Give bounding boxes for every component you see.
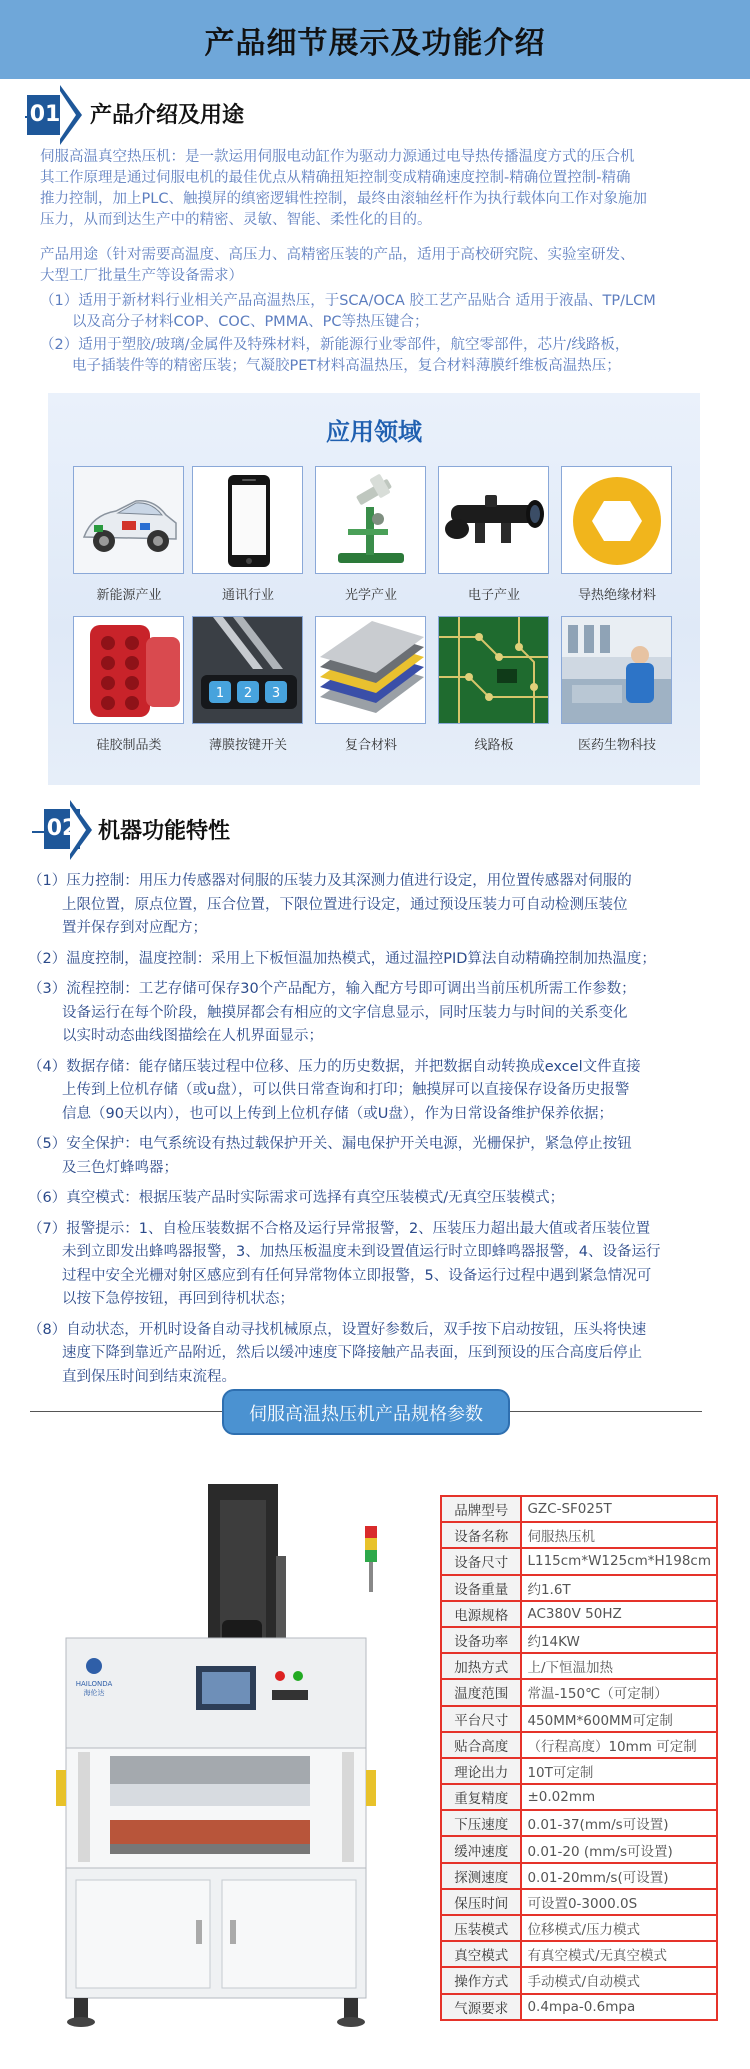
spec-key: 理论出力	[441, 1758, 521, 1784]
membrane-keypad-icon	[192, 616, 303, 724]
spec-title: 伺服高温热压机产品规格参数	[249, 1404, 483, 1425]
application-label: 医药生物科技	[577, 738, 656, 753]
spec-value: 手动模式/自动模式	[521, 1967, 717, 1993]
spec-row	[441, 1627, 717, 1653]
section-number-badge: 02	[44, 809, 80, 849]
spec-value: 有真空模式/无真空模式	[521, 1941, 717, 1967]
composite-layers-icon	[315, 616, 426, 724]
spec-value: 位移模式/压力模式	[521, 1915, 717, 1941]
spec-key: 设备名称	[441, 1522, 521, 1548]
section-title: 机器功能特性	[98, 819, 231, 844]
section-title: 产品介绍及用途	[90, 103, 245, 128]
spec-key: 操作方式	[441, 1967, 521, 1993]
spec-key: 下压速度	[441, 1810, 521, 1836]
spec-value: 0.01-20 (mm/s可设置)	[521, 1836, 717, 1862]
spec-value: 10T可定制	[521, 1758, 717, 1784]
feature-item	[28, 948, 728, 972]
application-label: 复合材料	[344, 738, 397, 753]
spec-value: L115cm*W125cm*H198cm	[521, 1548, 717, 1574]
page-title: 产品细节展示及功能介绍	[204, 26, 546, 61]
text-line: 上传到上位机存储（或u盘），可以供日常查询和打印；触摸屏可以直接保存设备历史报警	[62, 1082, 630, 1098]
silicone-tray-icon	[73, 616, 184, 724]
spec-row	[441, 1810, 717, 1836]
spec-row	[441, 1706, 717, 1732]
application-label: 光学产业	[344, 588, 397, 603]
spec-row	[441, 1522, 717, 1548]
application-label: 新能源产业	[96, 588, 162, 603]
spec-row	[441, 1941, 717, 1967]
spec-key: 设备功率	[441, 1627, 521, 1653]
feature-item	[28, 1133, 728, 1180]
spec-row	[441, 1548, 717, 1574]
spec-row	[441, 1784, 717, 1810]
spec-key: 压装模式	[441, 1915, 521, 1941]
spec-row	[441, 1915, 717, 1941]
text-line: 其工作原理是通过伺服电机的最佳优点从精确扭矩控制变成精确速度控制-精确位置控制-精确	[40, 170, 631, 186]
keypad-key-label: 3	[271, 686, 281, 701]
spec-key: 气源要求	[441, 1994, 521, 2020]
text-line: （7）报警提示：1、自检压装数据不合格及运行异常报警，2、压装压力超出最大值或者压装位置	[28, 1220, 651, 1237]
spec-value: AC380V 50HZ	[521, 1601, 717, 1627]
text-line: 产品用途（针对需要高温度、高压力、高精密压装的产品，适用于高校研究院、实验室研发、	[40, 247, 635, 263]
spec-row	[441, 1653, 717, 1679]
spec-row	[441, 1863, 717, 1889]
spec-key: 设备重量	[441, 1575, 521, 1601]
text-line: 上限位置，原点位置，压合位置，下限位置进行设定，通过预设压装力可自动检测压装位	[62, 896, 628, 913]
spec-row	[441, 1496, 717, 1522]
spec-value: 450MM*600MM可定制	[521, 1706, 717, 1732]
spec-value: 可设置0-3000.0S	[521, 1889, 717, 1915]
spec-key: 平台尺寸	[441, 1706, 521, 1732]
divider	[30, 1411, 222, 1412]
spec-value: 常温-150℃（可定制）	[521, 1679, 717, 1705]
spec-row	[441, 1575, 717, 1601]
text-line: 大型工厂批量生产等设备需求）	[40, 268, 243, 284]
microscope-icon	[315, 466, 426, 574]
spec-value: 约1.6T	[521, 1575, 717, 1601]
spec-row	[441, 1889, 717, 1915]
usage-item-2	[40, 335, 730, 377]
thermal-pad-icon	[561, 466, 672, 574]
feature-item	[28, 870, 728, 941]
spec-row	[441, 1601, 717, 1627]
spec-key: 重复精度	[441, 1784, 521, 1810]
text-line: 信息（90天以内），也可以上传到上位机存储（或U盘），作为日常设备维护保养依据；	[62, 1105, 614, 1122]
feature-item	[28, 1056, 728, 1127]
text-line: 压力，从而到达生产中的精密、灵敏、智能、柔性化的目的。	[40, 212, 432, 228]
spec-value: 0.01-37(mm/s可设置)	[521, 1810, 717, 1836]
text-line: 速度下降到靠近产品附近，然后以缓冲速度下降接触产品表面，压到预设的压合高度后停止	[62, 1345, 642, 1361]
text-line: 以按下急停按钮，再回到待机状态；	[62, 1291, 294, 1307]
text-line: 置并保存到对应配方；	[62, 920, 207, 936]
spec-row	[441, 1679, 717, 1705]
car-icon	[73, 466, 184, 574]
text-line: （2）温度控制，温度控制：采用上下板恒温加热模式，通过温控PID算法自动精确控制加热温度；	[28, 950, 656, 967]
text-line: （3）流程控制：工艺存储可保存30个产品配方，输入配方号即可调出当前压机所需工作参数；	[28, 981, 636, 997]
text-line: 以及高分子材料COP、COC、PMMA、PC等热压键合；	[72, 314, 429, 330]
text-line: 以实时动态曲线图描绘在人机界面显示；	[62, 1028, 323, 1044]
spec-value: 上/下恒温加热	[521, 1653, 717, 1679]
text-line: 未到立即发出蜂鸣器报警，3、加热压板温度未到设置值运行时立即蜂鸣器报警，4、设备运行	[62, 1244, 661, 1260]
spec-key: 保压时间	[441, 1889, 521, 1915]
text-line: 设备运行在每个阶段，触摸屏都会有相应的文字信息显示，同时压装力与时间的关系变化	[62, 1004, 628, 1021]
text-line: 及三色灯蜂鸣器；	[62, 1159, 178, 1176]
text-line: 伺服高温真空热压机：是一款运用伺服电动缸作为驱动力源通过电导热传播温度方式的压合机	[40, 149, 635, 165]
arrow-inner	[70, 806, 86, 854]
machine-logo-sub: 海伦达	[83, 1689, 105, 1697]
spec-key: 加热方式	[441, 1653, 521, 1679]
spec-row	[441, 1994, 717, 2020]
spec-value: 0.01-20mm/s(可设置)	[521, 1863, 717, 1889]
text-line: （6）真空模式：根据压装产品时实际需求可选择有真空压装模式/无真空压装模式；	[28, 1190, 565, 1206]
spec-value: （行程高度）10mm 可定制	[521, 1732, 717, 1758]
spec-key: 设备尺寸	[441, 1548, 521, 1574]
text-line: 直到保压时间到结束流程。	[62, 1368, 236, 1385]
text-line: （4）数据存储：能存储压装过程中位移、压力的历史数据，并把数据自动转换成excel文件直接	[28, 1058, 641, 1075]
application-label: 通讯行业	[221, 588, 274, 603]
section-number-badge: 01	[27, 95, 63, 135]
machine-logo: HAILONDA	[75, 1680, 113, 1688]
application-label: 电子产业	[467, 588, 520, 603]
application-label: 导热绝缘材料	[577, 588, 656, 603]
spec-row	[441, 1732, 717, 1758]
text-line: （2）适用于塑胶/玻璃/金属件及特殊材料，新能源行业零部件，航空零部件，芯片/线路板，	[40, 337, 630, 353]
spec-table	[440, 1495, 718, 2021]
text-line: 过程中安全光栅对射区感应到有任何异常物体立即报警，5、设备运行过程中遇到紧急情况可	[62, 1267, 652, 1284]
spec-key: 品牌型号	[441, 1496, 521, 1522]
application-label: 硅胶制品类	[96, 738, 162, 753]
feature-item	[28, 1218, 728, 1312]
spec-value: 0.4mpa-0.6mpa	[521, 1994, 717, 2020]
feature-item	[28, 1187, 728, 1211]
smartphone-icon	[192, 466, 303, 574]
feature-list	[28, 870, 728, 1389]
spec-key: 真空模式	[441, 1941, 521, 1967]
spec-row	[441, 1836, 717, 1862]
spec-key: 探测速度	[441, 1863, 521, 1889]
spec-key: 温度范围	[441, 1679, 521, 1705]
machine-image	[50, 1470, 410, 2050]
feature-item	[28, 1319, 728, 1390]
spec-key: 贴合高度	[441, 1732, 521, 1758]
feature-item	[28, 978, 728, 1049]
lab-worker-icon	[561, 616, 672, 724]
application-label: 薄膜按键开关	[208, 738, 287, 753]
rifle-scope-icon	[438, 466, 549, 574]
spec-key: 缓冲速度	[441, 1836, 521, 1862]
keypad-key-label: 1	[215, 686, 225, 701]
spec-value: 约14KW	[521, 1627, 717, 1653]
arrow-inner	[60, 91, 76, 139]
text-line: （1）适用于新材料行业相关产品高温热压，于SCA/OCA 胶工艺产品贴合 适用于液晶、TP/LCM	[40, 293, 656, 309]
text-line: （5）安全保护：电气系统设有热过载保护开关、漏电保护开关电源，光栅保护，紧急停止按钮	[28, 1136, 632, 1152]
usage-paragraph	[40, 245, 720, 287]
intro-paragraph	[40, 147, 720, 231]
application-label: 线路板	[474, 738, 514, 753]
usage-item-1	[40, 291, 730, 333]
text-line: （1）压力控制：用压力传感器对伺服的压装力及其深测力值进行设定，用位置传感器对伺服的	[28, 873, 632, 889]
text-line: 推力控制，加上PLC、触摸屏的缜密逻辑性控制，最终由滚轴丝杆作为执行载体向工作对象施加	[40, 191, 647, 207]
spec-value: 伺服热压机	[521, 1522, 717, 1548]
divider	[510, 1411, 702, 1412]
spec-key: 电源规格	[441, 1601, 521, 1627]
circuit-board-icon	[438, 616, 549, 724]
keypad-key-label: 2	[243, 686, 253, 701]
spec-value: GZC-SF025T	[521, 1496, 717, 1522]
spec-row	[441, 1967, 717, 1993]
applications-title: 应用领域	[326, 418, 422, 446]
text-line: （8）自动状态，开机时设备自动寻找机械原点，设置好参数后，双手按下启动按钮，压头将快速	[28, 1321, 647, 1338]
spec-row	[441, 1758, 717, 1784]
spec-value: ±0.02mm	[521, 1784, 717, 1810]
text-line: 电子插装件等的精密压装；气凝胶PET材料高温热压，复合材料薄膜纤维板高温热压；	[72, 358, 621, 374]
